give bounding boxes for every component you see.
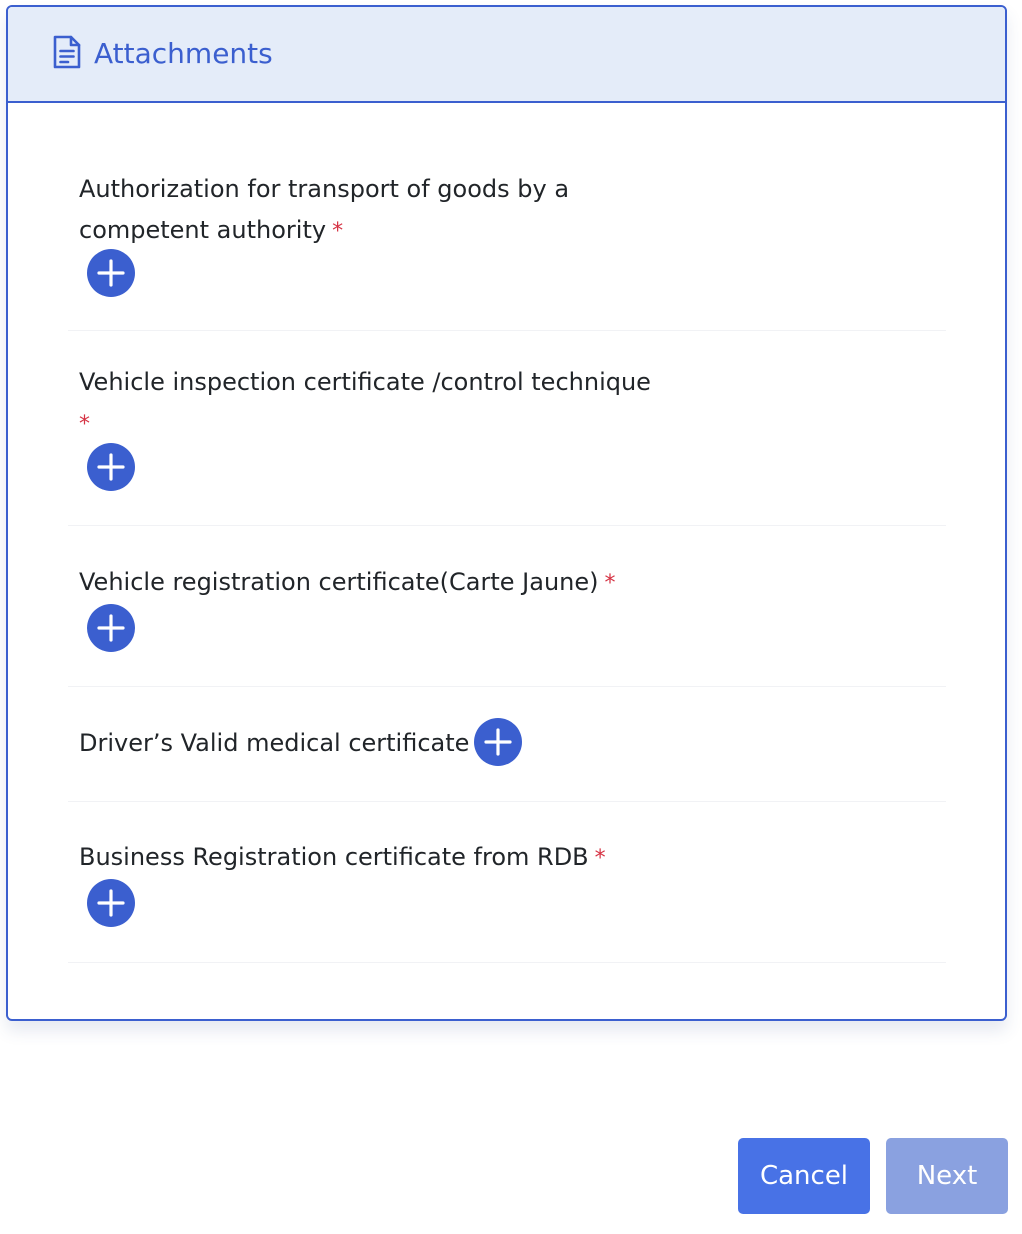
required-mark: * (79, 412, 90, 437)
cancel-button-label: Cancel (759, 1161, 849, 1191)
attachment-label-line: Driver’s Valid medical certificate (79, 729, 470, 757)
plus-icon (87, 604, 135, 652)
attachments-card (6, 5, 1007, 1021)
attachment-label (79, 723, 486, 765)
plus-icon (87, 443, 135, 491)
add-attachment-button[interactable] (87, 443, 135, 491)
attachment-label (79, 837, 606, 879)
attachment-row-inspection (68, 362, 946, 526)
next-button[interactable] (886, 1138, 1008, 1214)
required-mark: * (604, 571, 616, 596)
document-icon (52, 34, 82, 70)
attachment-label (79, 362, 651, 445)
attachment-label-line: Authorization for transport of goods by a (79, 175, 570, 203)
attachment-label (79, 169, 569, 252)
attachment-row-medical (68, 715, 946, 802)
add-attachment-button[interactable] (87, 604, 135, 652)
plus-icon (87, 249, 135, 297)
attachment-row-authorization (68, 165, 946, 331)
cancel-button[interactable] (738, 1138, 870, 1214)
card-title: Attachments (94, 37, 273, 70)
required-mark: * (332, 219, 344, 244)
attachment-row-business (68, 837, 946, 963)
attachment-label (79, 562, 616, 604)
attachment-label-line: Vehicle registration certificate(Carte Jaune) (79, 568, 599, 596)
add-attachment-button[interactable] (474, 718, 522, 766)
attachment-row-registration (68, 562, 946, 687)
attachment-label-line: Business Registration certificate from RDB (79, 843, 589, 871)
card-header (8, 7, 1005, 103)
add-attachment-button[interactable] (87, 249, 135, 297)
attachment-label-line: competent authority (79, 216, 327, 244)
next-button-label: Next (916, 1161, 978, 1191)
attachment-label-line: Vehicle inspection certificate /control technique (79, 368, 651, 396)
required-mark: * (594, 846, 606, 871)
add-attachment-button[interactable] (87, 879, 135, 927)
plus-icon (87, 879, 135, 927)
plus-icon (474, 718, 522, 766)
